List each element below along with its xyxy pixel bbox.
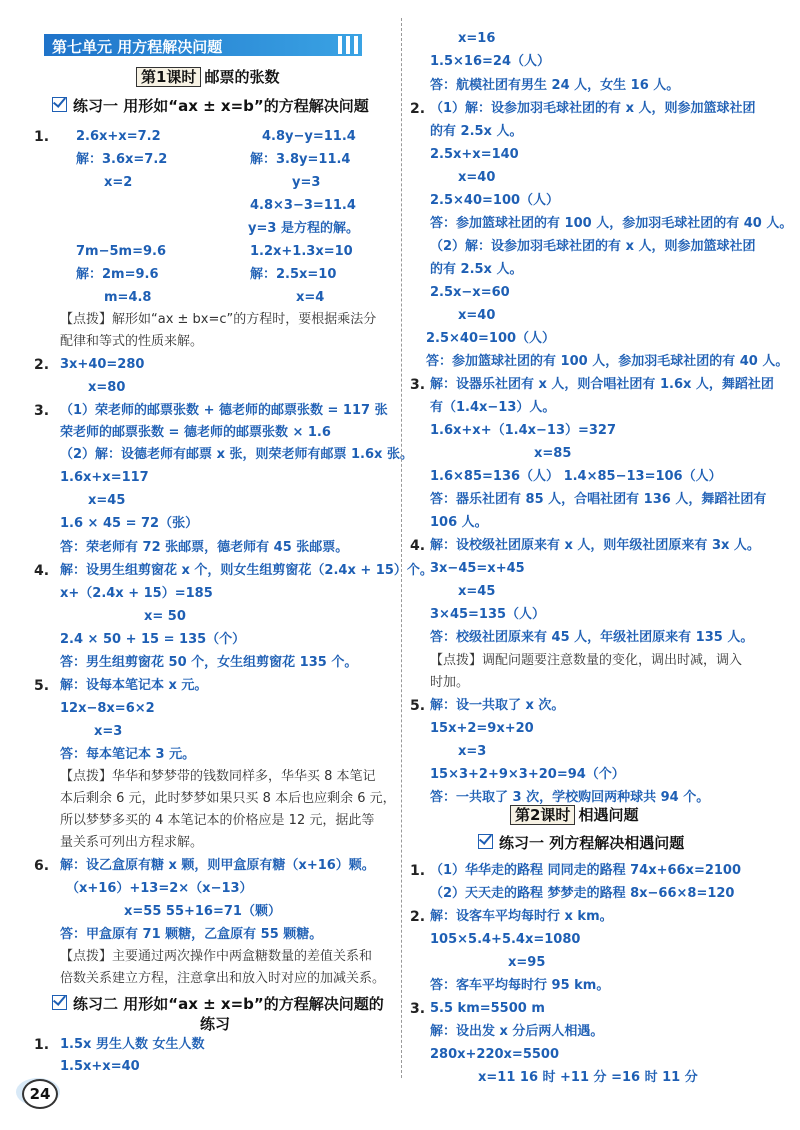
- section-2-heading: [52, 993, 384, 1014]
- answer-line: m=4.8: [104, 290, 152, 305]
- unit-title-bar: [44, 34, 362, 56]
- problem-number: 1.: [34, 129, 50, 145]
- answer-line: x=2: [104, 175, 133, 190]
- answer-line: 解：设男生组剪窗花 x 个，则女生组剪窗花（2.4x + 15）个。: [60, 563, 433, 578]
- answer-line: 答：甲盒原有 71 颗糖，乙盒原有 55 颗糖。: [60, 927, 323, 942]
- problem-number: 1.: [34, 1037, 50, 1053]
- answer-line: 答：一共取了 3 次，学校购回两种球共 94 个。: [430, 790, 710, 805]
- answer-line: x= 50: [144, 609, 186, 624]
- answer-line: 2.5x−x=60: [430, 285, 510, 300]
- answer-line: 答：客车平均每时行 95 km。: [430, 978, 610, 993]
- lesson-name: 邮票的张数: [204, 68, 280, 86]
- answer-line: x=3: [458, 744, 487, 759]
- answer-line: 7m−5m=9.6: [76, 244, 166, 259]
- answer-line: 解：设一共取了 x 次。: [430, 698, 565, 713]
- answer-line: 15x+2=9x+20: [430, 721, 534, 736]
- section-3-heading: [478, 832, 684, 853]
- answer-line: 1.5×16=24（人）: [430, 54, 550, 69]
- answer-line: 答：男生组剪窗花 50 个，女生组剪窗花 135 个。: [60, 655, 358, 670]
- hint-line: 所以梦梦多买的 4 本笔记本的价格应是 12 元，据此等: [60, 813, 375, 828]
- answer-line: y=3: [292, 175, 321, 190]
- stripes-icon: [338, 36, 358, 54]
- answer-line: 的有 2.5x 人。: [430, 262, 523, 277]
- section-1-heading: [52, 95, 369, 116]
- answer-line: 答：器乐社团有 85 人，合唱社团有 136 人，舞蹈社团有: [430, 492, 767, 507]
- answer-line: x=3: [94, 724, 123, 739]
- hint-line: 【点拨】主要通过两次操作中两盒糖数量的差值关系和: [60, 949, 373, 964]
- section-title: 练习一 用形如“ax ± x=b”的方程解决问题: [73, 97, 369, 115]
- answer-line: 解：3.6x=7.2: [76, 152, 168, 167]
- answer-line: 1.6x+x=117: [60, 470, 149, 485]
- answer-line: 3x+40=280: [60, 357, 145, 372]
- answer-line: 106 人。: [430, 515, 488, 530]
- problem-number: 5.: [410, 698, 426, 714]
- problem-number: 3.: [34, 403, 50, 419]
- checkbox-icon: [478, 834, 493, 849]
- lesson-box: 第2课时: [510, 805, 575, 825]
- answer-line: 1.5x 男生人数 女生人数: [60, 1037, 205, 1052]
- lesson-2-title: [510, 804, 638, 826]
- problem-number: 3.: [410, 377, 426, 393]
- answer-line: 2.5×40=100（人）: [426, 331, 556, 346]
- answer-line: 4.8y−y=11.4: [262, 129, 356, 144]
- answer-line: 1.6 × 45 = 72（张）: [60, 516, 199, 531]
- answer-line: 4.8×3−3=11.4: [250, 198, 356, 213]
- answer-line: 解：设器乐社团有 x 人，则合唱社团有 1.6x 人，舞蹈社团: [430, 377, 774, 392]
- problem-number: 2.: [410, 909, 426, 925]
- unit-title: 第七单元 用方程解决问题: [52, 38, 223, 56]
- hint-line: 【点拨】调配问题要注意数量的变化，调出时减，调入: [430, 653, 743, 668]
- answer-line: x=40: [458, 308, 496, 323]
- answer-line: 解：3.8y=11.4: [250, 152, 351, 167]
- answer-line: （2）天天走的路程 梦梦走的路程 8x−66×8=120: [430, 886, 735, 901]
- answer-line: 答：航模社团有男生 24 人，女生 16 人。: [430, 78, 680, 93]
- answer-line: x=85: [534, 446, 572, 461]
- answer-line: 2.5x+x=140: [430, 147, 519, 162]
- answer-line: x=45: [458, 584, 496, 599]
- answer-line: 1.2x+1.3x=10: [250, 244, 353, 259]
- answer-line: 1.6x+x+（1.4x−13）=327: [430, 423, 617, 438]
- answer-line: 1.5x+x=40: [60, 1059, 140, 1074]
- answer-line: x=80: [88, 380, 126, 395]
- answer-line: （1）华华走的路程 同同走的路程 74x+66x=2100: [430, 863, 742, 878]
- answer-line: 答：参加篮球社团的有 100 人，参加羽毛球社团的有 40 人。: [426, 354, 789, 369]
- answer-line: （2）解：设德老师有邮票 x 张，则荣老师有邮票 1.6x 张。: [60, 447, 413, 462]
- answer-line: 解：设乙盒原有糖 x 颗，则甲盒原有糖（x+16）颗。: [60, 858, 375, 873]
- problem-number: 4.: [34, 563, 50, 579]
- section-2-heading-cont: 练习: [200, 1015, 231, 1033]
- answer-line: 15×3+2+9×3+20=94（个）: [430, 767, 625, 782]
- answer-line: 答：每本笔记本 3 元。: [60, 747, 196, 762]
- hint-line: 【点拨】解形如“ax ± bx=c”的方程时，要根据乘法分: [60, 312, 377, 327]
- hint-line: 配律和等式的性质来解。: [60, 334, 204, 349]
- checkbox-icon: [52, 995, 67, 1010]
- answer-line: （x+16）+13=2×（x−13）: [66, 881, 253, 896]
- answer-line: 答：参加篮球社团的有 100 人，参加羽毛球社团的有 40 人。: [430, 216, 793, 231]
- answer-line: 12x−8x=6×2: [60, 701, 155, 716]
- answer-line: x=4: [296, 290, 325, 305]
- hint-line: 时加。: [430, 675, 470, 690]
- answer-line: 3x−45=x+45: [430, 561, 525, 576]
- answer-line: 答：校级社团原来有 45 人，年级社团原来有 135 人。: [430, 630, 754, 645]
- answer-line: 解：设校级社团原来有 x 人，则年级社团原来有 3x 人。: [430, 538, 760, 553]
- answer-line: （1）解：设参加羽毛球社团的有 x 人，则参加篮球社团: [430, 101, 756, 116]
- answer-line: 解：设客车平均每时行 x km。: [430, 909, 613, 924]
- hint-line: 量关系可列出方程求解。: [60, 835, 204, 850]
- section-title: 练习二 用形如“ax ± x=b”的方程解决问题的: [73, 995, 384, 1013]
- answer-line: 的有 2.5x 人。: [430, 124, 523, 139]
- page-number: 24: [22, 1079, 58, 1109]
- answer-line: 解：2m=9.6: [76, 267, 159, 282]
- answer-line: 280x+220x=5500: [430, 1047, 560, 1062]
- answer-line: 解：设每本笔记本 x 元。: [60, 678, 208, 693]
- answer-line: 2.5×40=100（人）: [430, 193, 560, 208]
- problem-number: 4.: [410, 538, 426, 554]
- lesson-1-title: [136, 66, 279, 88]
- hint-line: 本后剩余 6 元，此时梦梦如果只买 8 本后也应剩余 6 元，: [60, 791, 396, 806]
- answer-line: 2.6x+x=7.2: [76, 129, 161, 144]
- hint-line: 【点拨】华华和梦梦带的钱数同样多，华华买 8 本笔记: [60, 769, 376, 784]
- answer-line: x=16: [458, 31, 496, 46]
- answer-line: x=11 16 时 +11 分 =16 时 11 分: [478, 1070, 698, 1085]
- lesson-name: 相遇问题: [578, 806, 639, 824]
- answer-line: 解：设出发 x 分后两人相遇。: [430, 1024, 604, 1039]
- answer-line: 有（1.4x−13）人。: [430, 400, 556, 415]
- answer-line: （1）荣老师的邮票张数 + 德老师的邮票张数 = 117 张: [60, 403, 388, 418]
- answer-line: x=95: [508, 955, 546, 970]
- answer-line: 1.6×85=136（人） 1.4×85−13=106（人）: [430, 469, 722, 484]
- answer-line: x=55 55+16=71（颗）: [124, 904, 281, 919]
- answer-line: （2）解：设参加羽毛球社团的有 x 人，则参加篮球社团: [430, 239, 756, 254]
- problem-number: 2.: [410, 101, 426, 117]
- problem-number: 5.: [34, 678, 50, 694]
- checkbox-icon: [52, 97, 67, 112]
- answer-line: 解：2.5x=10: [250, 267, 337, 282]
- answer-line: y=3 是方程的解。: [248, 221, 359, 236]
- problem-number: 1.: [410, 863, 426, 879]
- lesson-box: 第1课时: [136, 67, 201, 87]
- answer-line: 3×45=135（人）: [430, 607, 546, 622]
- answer-line: 2.4 × 50 + 15 = 135（个）: [60, 632, 246, 647]
- section-title: 练习一 列方程解决相遇问题: [499, 834, 685, 852]
- answer-line: 荣老师的邮票张数 = 德老师的邮票张数 × 1.6: [60, 425, 331, 440]
- problem-number: 6.: [34, 858, 50, 874]
- answer-line: 105×5.4+5.4x=1080: [430, 932, 581, 947]
- column-divider: [401, 18, 402, 1078]
- answer-line: 5.5 km=5500 m: [430, 1001, 545, 1016]
- problem-number: 2.: [34, 357, 50, 373]
- problem-number: 3.: [410, 1001, 426, 1017]
- answer-line: x=45: [88, 493, 126, 508]
- hint-line: 倍数关系建立方程，注意拿出和放入时对应的加减关系。: [60, 971, 386, 986]
- answer-line: x=40: [458, 170, 496, 185]
- answer-line: x+（2.4x + 15）=185: [60, 586, 213, 601]
- answer-line: 答：荣老师有 72 张邮票，德老师有 45 张邮票。: [60, 540, 349, 555]
